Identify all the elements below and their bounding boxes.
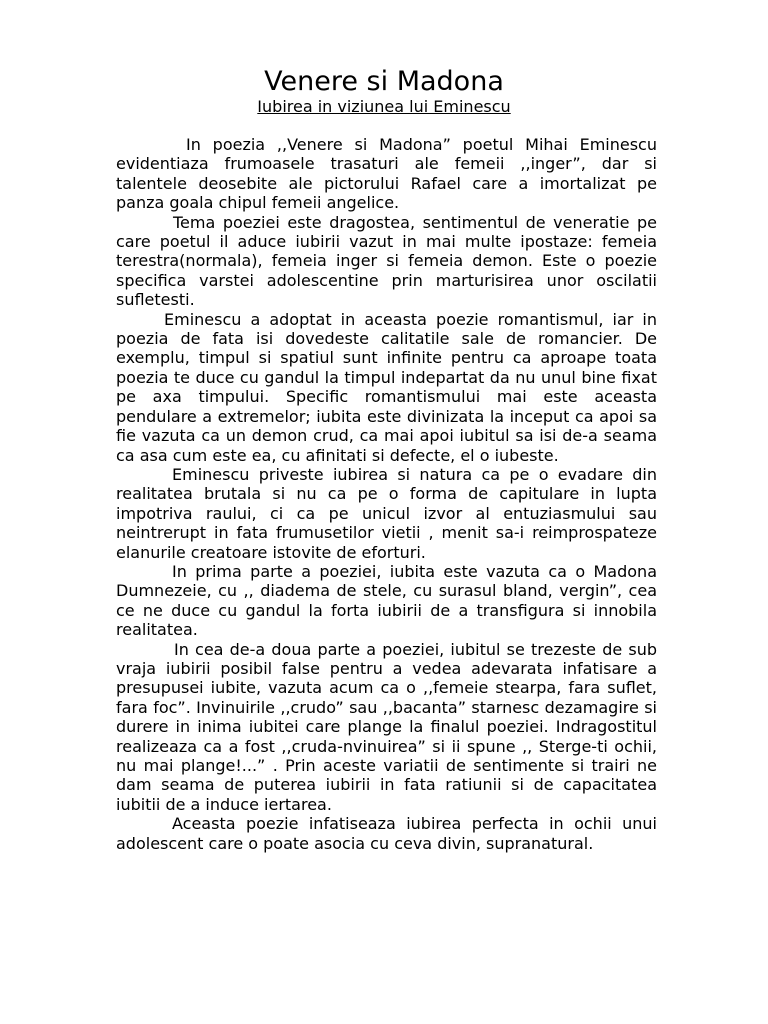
paragraph-romanticism: Eminescu a adoptat in aceasta poezie romantismul, iar in poezia de fata isi dovedeste calitatile sale de romancier. De exemplu, timpul si spatiul sunt infinite pentru ca aproape toata poezia te duce cu gandul la timpul indepartat da nu unul bine fixat pe axa timpului. Specific romantismului mai este aceasta pendulare a extremelor; iubita este divinizata la inceput ca apoi sa fie vazuta ca un demon crud, ca mai apoi iubitul sa isi de-a seama ca asa cum este ea, cu afinitati si defecte, el o iubeste. (116, 309, 657, 465)
paragraph-conclusion: Aceasta poezie infatiseaza iubirea perfecta in ochii unui adolescent care o poate asocia cu ceva divin, supranatural. (116, 814, 657, 853)
paragraph-intro: In poezia ,,Venere si Madona” poetul Mihai Eminescu evidentiaza frumoasele trasaturi ale femeii ,,inger”, dar si talentele deosebite ale pictorului Rafael care a imortalizat pe panza goala chipul femeii angelice. (116, 135, 657, 213)
paragraph-first-part: In prima parte a poeziei, iubita este vazuta ca o Madona Dumnezeie, cu ,, diadema de stele, cu surasul bland, vergin”, cea ce ne duce cu gandul la forta iubirii de a transfigura si innobila realitatea. (116, 561, 657, 640)
paragraph-second-part: In cea de-a doua parte a poeziei, iubitul se trezeste de sub vraja iubirii posibil false pentru a vedea adevarata infatisare a presupusei iubite, vazuta acum ca o ,,femeie stearpa, fara suflet, fara foc”. Invinuirile ,,crudo” sau ,,bacanta” starnesc dezamagire si durere in inima iubitei care plange la finalul poeziei. Indragostitul realizeaza ca a fost ,,cruda-nvinuirea” si ii spune ,, Sterge-ti ochii, nu mai plange!...” . Prin aceste variatii de sentimente si trairi ne dam seama de puterea iubirii in fata ratiunii si de capacitatea iubitii de a induce iertarea. (116, 639, 657, 814)
document-subtitle: Iubirea in viziunea lui Eminescu (257, 97, 511, 116)
paragraph-nature: Eminescu priveste iubirea si natura ca pe o evadare din realitatea brutala si nu ca pe o forma de capitulare in lupta impotriva raului, ci ca pe unicul izvor al entuziasmului sau neintrerupt in fata frumusetilor vietii , menit sa-i reimprospateze elanurile creatoare istovite de eforturi. (116, 464, 657, 562)
document-title: Venere si Madona (264, 66, 504, 97)
paragraph-theme: Tema poeziei este dragostea, sentimentul de veneratie pe care poetul il aduce iubirii vazut in mai multe ipostaze: femeia terestra(normala), femeia inger si femeia demon. Este o poezie specifica varstei adolescentine prin marturisirea unor oscilatii sufletesti. (116, 212, 657, 310)
document-body (116, 135, 657, 853)
